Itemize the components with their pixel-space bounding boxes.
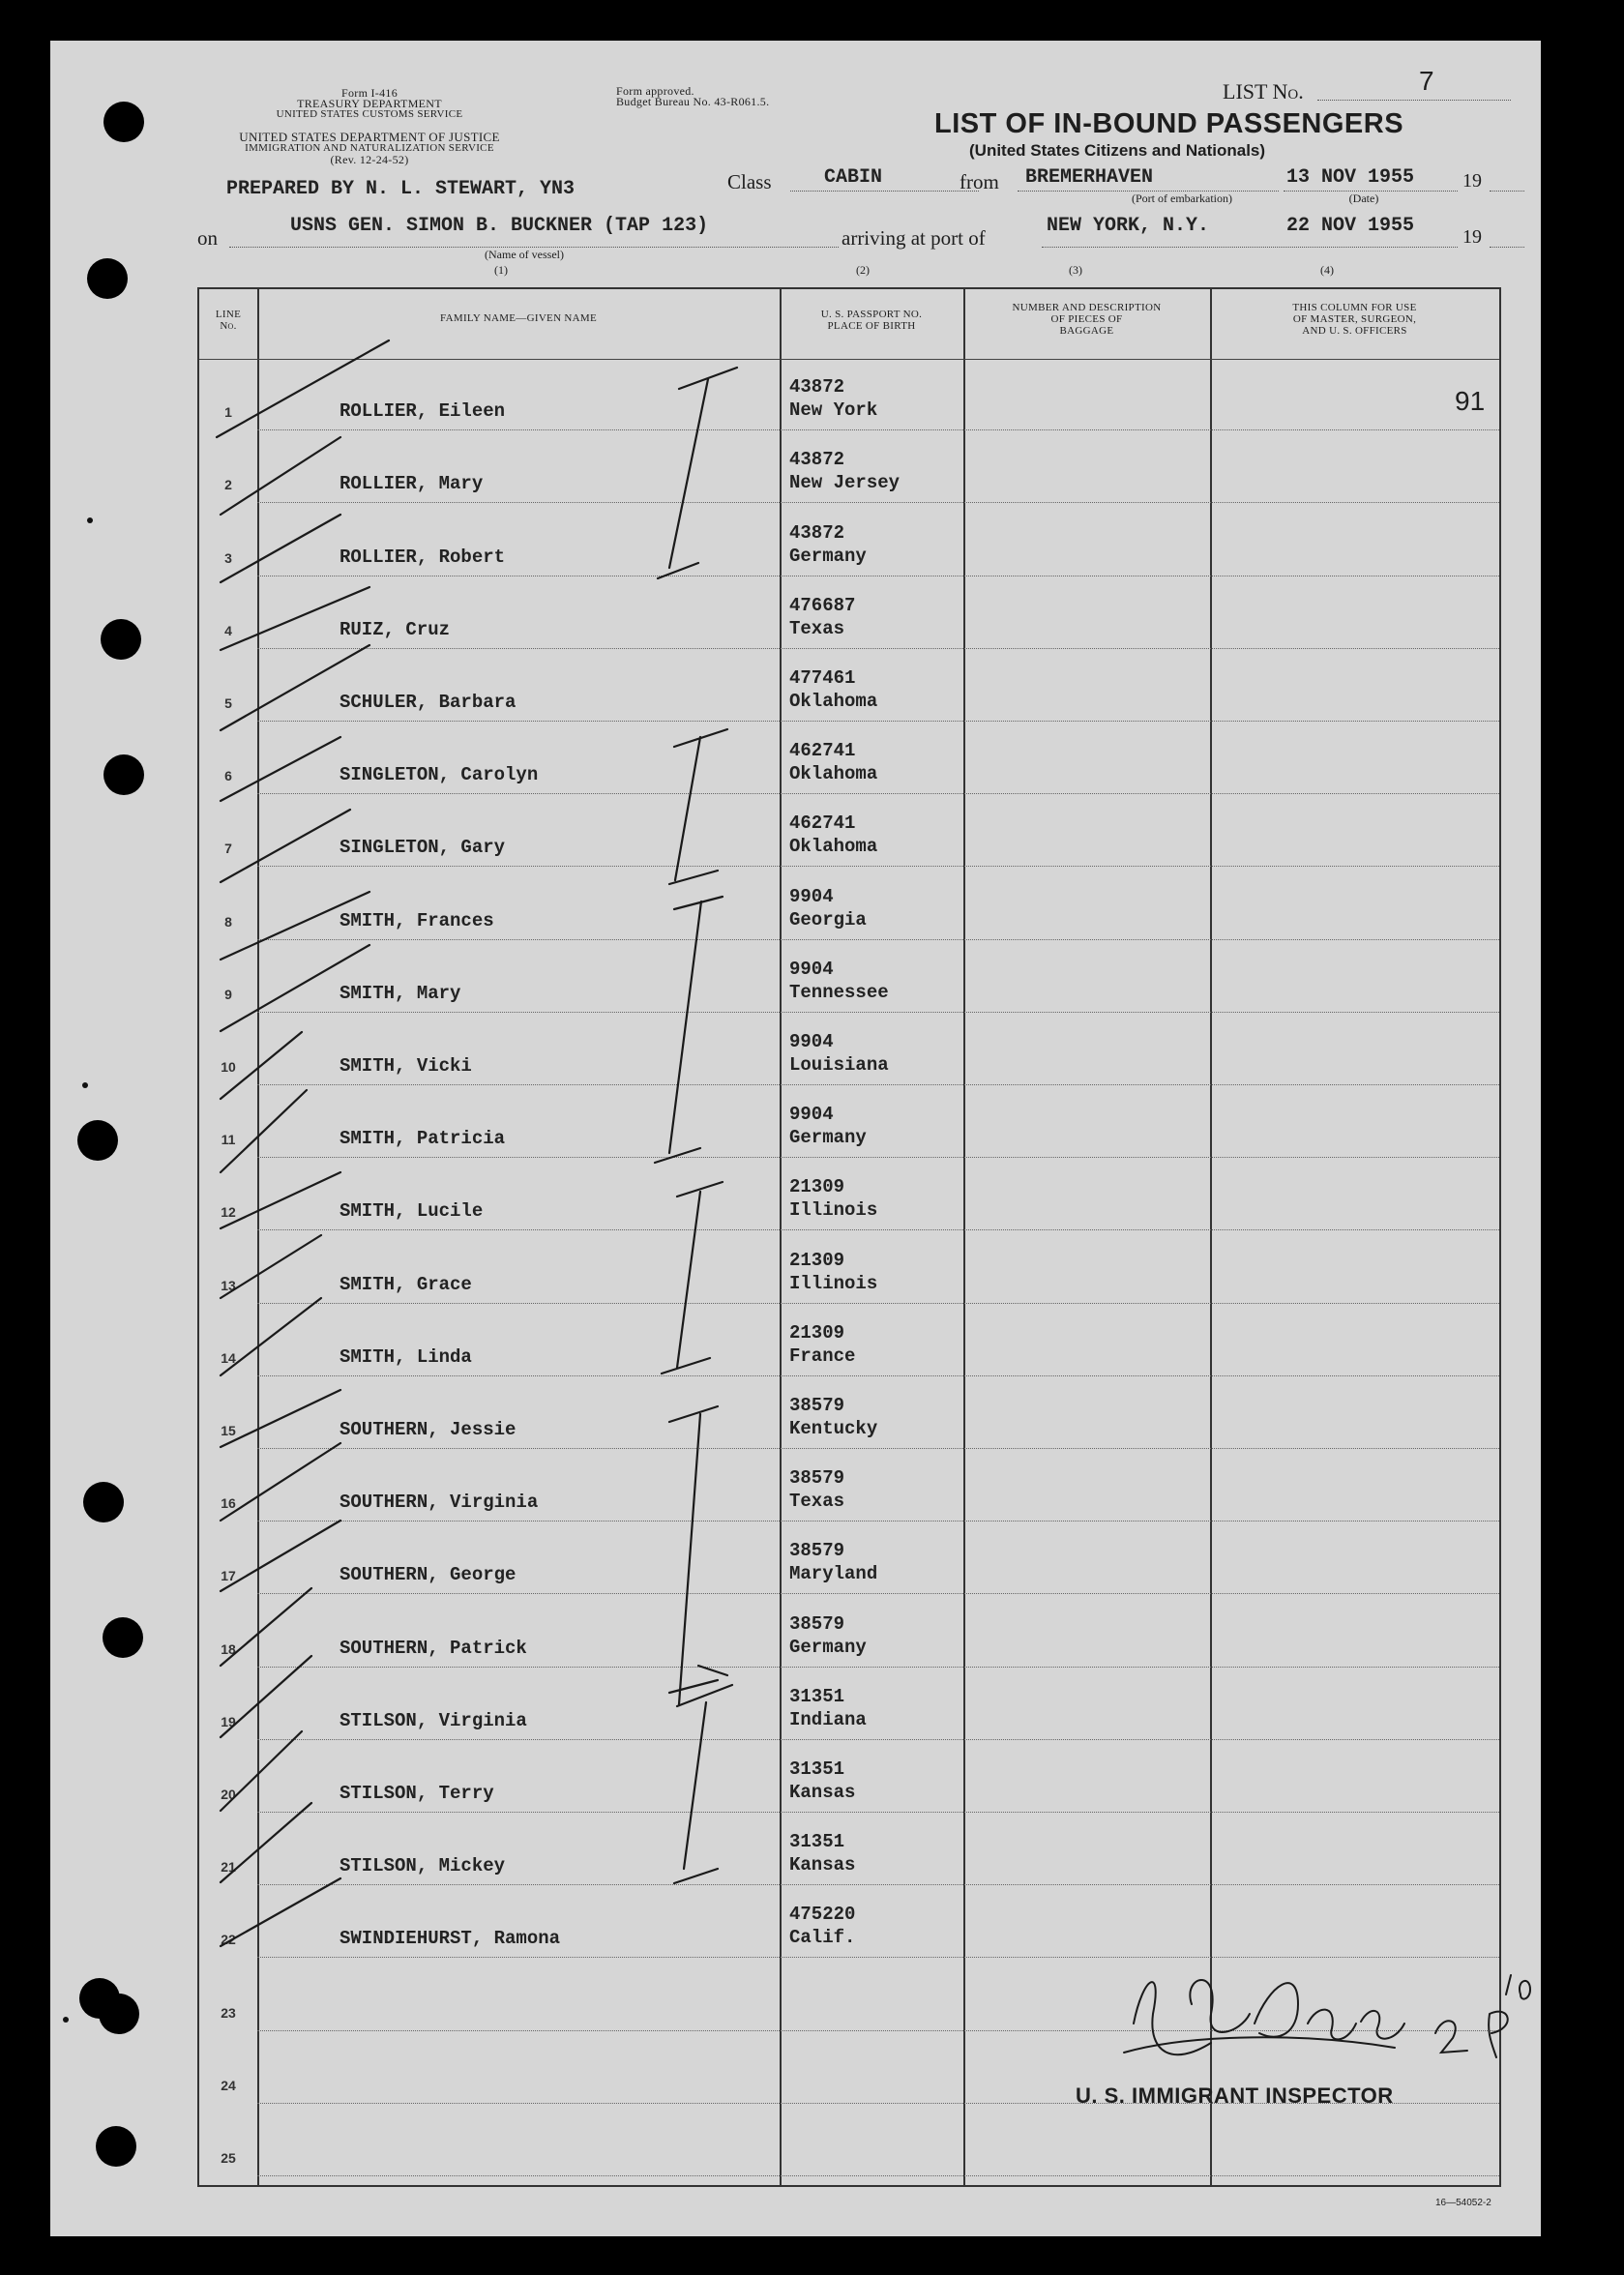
- row-rule: [257, 1157, 1499, 1158]
- passport-cell: [789, 448, 900, 494]
- passenger-name: STILSON, Terry: [340, 1783, 494, 1804]
- passenger-name: SMITH, Lucile: [340, 1200, 484, 1223]
- passport-number: 38579: [789, 1540, 845, 1562]
- passenger-name: SCHULER, Barbara: [340, 692, 517, 713]
- passport-number: 462741: [789, 812, 856, 835]
- port-caption: (Port of embarkation): [1132, 192, 1232, 205]
- passport-cell: [789, 958, 889, 1004]
- line-number: 1: [224, 404, 232, 421]
- line-number: 21: [221, 1859, 236, 1876]
- line-number: 20: [221, 1787, 236, 1802]
- year-field-2: [1490, 247, 1524, 248]
- header-divider: [199, 359, 1499, 360]
- place-of-birth: Texas: [789, 617, 845, 639]
- passport-number: 38579: [789, 1612, 845, 1635]
- line-number: 25: [221, 2150, 236, 2166]
- col-number-1: (1): [494, 263, 508, 277]
- ins-service: IMMIGRATION AND NATURALIZATION SERVICE: [245, 142, 494, 154]
- column-divider: [257, 289, 259, 2185]
- justice-dept: UNITED STATES DEPARTMENT OF JUSTICE: [239, 130, 500, 144]
- passport-number: 462741: [789, 740, 856, 762]
- passenger-name: ROLLIER, Robert: [340, 546, 506, 568]
- officer-note: 91: [1455, 386, 1486, 416]
- binder-hole: [103, 102, 144, 142]
- row-rule: [257, 1957, 1499, 1958]
- revision-date: (Rev. 12-24-52): [330, 153, 409, 166]
- list-number-value: 7: [1419, 66, 1434, 96]
- row-rule: [257, 939, 1499, 940]
- passport-number: 31351: [789, 1831, 845, 1853]
- line-number: 3: [224, 549, 232, 566]
- row-rule: [257, 866, 1499, 867]
- col-number-4: (4): [1320, 263, 1334, 277]
- binder-hole: [99, 1994, 139, 2034]
- line-number: 11: [221, 1132, 236, 1148]
- passport-number: 31351: [789, 1758, 845, 1780]
- passenger-name: SMITH, Patricia: [340, 1128, 506, 1150]
- class-value: CABIN: [824, 166, 883, 189]
- line-number: 2: [224, 477, 232, 493]
- header-line-no: LINE No.: [215, 309, 242, 332]
- row-rule: [257, 1084, 1499, 1085]
- line-number: 8: [224, 913, 232, 930]
- date-caption: (Date): [1348, 192, 1379, 205]
- row-rule: [257, 429, 1499, 430]
- header-baggage: NUMBER AND DESCRIPTION OF PIECES OF BAGGAGE: [1012, 302, 1162, 337]
- place-of-birth: Kentucky: [789, 1418, 878, 1439]
- passport-number: 43872: [789, 449, 845, 471]
- column-divider: [780, 289, 782, 2185]
- row-rule: [257, 2175, 1499, 2176]
- passenger-name: SOUTHERN, George: [340, 1564, 517, 1586]
- passport-number: 38579: [789, 1395, 845, 1416]
- passenger-name: SINGLETON, Gary: [340, 837, 506, 859]
- row-rule: [257, 1303, 1499, 1304]
- list-number-label: LIST No.: [1223, 79, 1304, 103]
- budget-bureau: Budget Bureau No. 43-R061.5.: [616, 95, 770, 108]
- passport-number: 38579: [789, 1467, 845, 1490]
- line-number: 4: [224, 622, 232, 638]
- class-field: [790, 191, 979, 192]
- date1-value: 13 NOV 1955: [1286, 166, 1415, 189]
- passenger-name: SOUTHERN, Patrick: [340, 1637, 527, 1659]
- vessel-caption: (Name of vessel): [485, 248, 564, 261]
- row-rule: [257, 1521, 1499, 1522]
- passenger-name: RUIZ, Cruz: [340, 618, 451, 640]
- place-of-birth: Louisiana: [789, 1054, 889, 1076]
- prepared-by: PREPARED BY N. L. STEWART, YN3: [226, 178, 576, 200]
- line-number: 7: [224, 841, 232, 857]
- line-number: 19: [221, 1713, 236, 1729]
- passport-cell: [789, 739, 877, 785]
- place-of-birth: Oklahoma: [789, 691, 878, 712]
- row-rule: [257, 1667, 1499, 1668]
- passport-number: 31351: [789, 1685, 845, 1707]
- row-rule: [257, 1229, 1499, 1230]
- col-number-3: (3): [1069, 263, 1082, 277]
- binder-hole: [101, 619, 141, 660]
- column-divider: [963, 289, 965, 2185]
- line-number: 23: [221, 2004, 236, 2021]
- place-of-birth: Tennessee: [789, 981, 889, 1003]
- place-of-birth: Georgia: [789, 908, 867, 931]
- passport-number: 9904: [789, 958, 834, 980]
- place-of-birth: Germany: [789, 545, 867, 567]
- place-of-birth: Texas: [789, 1491, 845, 1513]
- place-of-birth: Calif.: [789, 1927, 856, 1949]
- passport-cell: [789, 1249, 877, 1295]
- passport-cell: [789, 1103, 867, 1149]
- passport-number: 21309: [789, 1176, 845, 1198]
- binder-hole: [87, 258, 128, 299]
- passport-cell: [789, 1466, 844, 1513]
- place-of-birth: Kansas: [789, 1782, 856, 1803]
- passport-cell: [789, 1030, 889, 1077]
- paper-speck: [87, 517, 93, 523]
- passport-cell: [789, 594, 855, 640]
- passenger-name: SOUTHERN, Jessie: [340, 1419, 517, 1440]
- place-of-birth: Germany: [789, 1127, 867, 1149]
- line-number: 17: [221, 1568, 236, 1584]
- passport-cell: [789, 521, 867, 568]
- passenger-name: SMITH, Frances: [340, 909, 494, 931]
- year-field: [1490, 191, 1524, 192]
- row-rule: [257, 1884, 1499, 1885]
- line-number: 22: [221, 1932, 236, 1948]
- header-officers: THIS COLUMN FOR USE OF MASTER, SURGEON, AND U. S. OFFICERS: [1292, 302, 1417, 337]
- passport-cell: [789, 1394, 877, 1440]
- column-divider: [1210, 289, 1212, 2185]
- from-value: BREMERHAVEN: [1025, 166, 1154, 189]
- passport-cell: [789, 812, 877, 858]
- header-family-name: FAMILY NAME—GIVEN NAME: [440, 312, 597, 324]
- row-rule: [257, 1448, 1499, 1449]
- passenger-name: SMITH, Grace: [340, 1273, 472, 1295]
- place-of-birth: Illinois: [789, 1272, 878, 1294]
- col-number-2: (2): [856, 263, 870, 277]
- passenger-name: STILSON, Mickey: [340, 1855, 506, 1877]
- row-rule: [257, 721, 1499, 722]
- passenger-name: STILSON, Virginia: [340, 1709, 527, 1731]
- passport-cell: [789, 885, 867, 931]
- passport-number: 9904: [789, 885, 834, 907]
- passport-cell: [789, 1321, 855, 1368]
- binder-hole: [96, 2126, 136, 2167]
- line-number: 13: [221, 1277, 236, 1293]
- passport-number: 9904: [789, 1031, 834, 1052]
- date2-value: 22 NOV 1955: [1286, 215, 1415, 237]
- place-of-birth: France: [789, 1344, 856, 1367]
- line-number: 18: [221, 1640, 236, 1657]
- passport-cell: [789, 1175, 877, 1222]
- binder-hole: [103, 754, 144, 795]
- passenger-name: SINGLETON, Carolyn: [340, 764, 539, 786]
- place-of-birth: Indiana: [789, 1708, 867, 1730]
- year-suffix: 19: [1462, 170, 1482, 192]
- passenger-name: ROLLIER, Mary: [340, 473, 484, 495]
- line-number: 24: [221, 2077, 236, 2093]
- passport-number: 476687: [789, 594, 856, 616]
- row-rule: [257, 1812, 1499, 1813]
- header-passport: U. S. PASSPORT NO. PLACE OF BIRTH: [820, 309, 923, 332]
- row-rule: [257, 1012, 1499, 1013]
- passport-cell: [789, 1612, 867, 1659]
- arriving-label: arriving at port of: [842, 226, 986, 250]
- place-of-birth: Kansas: [789, 1854, 856, 1876]
- form-number: Form I-416: [341, 86, 398, 100]
- binder-hole: [103, 1617, 143, 1658]
- passport-number: 9904: [789, 1104, 834, 1126]
- passport-number: 475220: [789, 1904, 856, 1926]
- passenger-table: [197, 287, 1501, 2187]
- line-number: 14: [221, 1349, 236, 1366]
- row-rule: [257, 793, 1499, 794]
- place-of-birth: Oklahoma: [789, 763, 878, 785]
- inspector-caption: U. S. IMMIGRANT INSPECTOR: [1076, 2083, 1394, 2108]
- passport-cell: [789, 1903, 855, 1949]
- binder-hole: [77, 1120, 118, 1161]
- row-rule: [257, 2030, 1499, 2031]
- vessel-value: USNS GEN. SIMON B. BUCKNER (TAP 123): [290, 215, 709, 237]
- form-title: LIST OF IN-BOUND PASSENGERS: [934, 108, 1404, 139]
- line-number: 9: [224, 986, 232, 1002]
- passport-cell: [789, 375, 877, 422]
- class-label: Class: [727, 170, 772, 193]
- on-label: on: [197, 226, 218, 250]
- passenger-name: SMITH, Vicki: [340, 1055, 472, 1077]
- passport-cell: [789, 1539, 877, 1585]
- passport-number: 21309: [789, 1249, 845, 1271]
- passport-cell: [789, 1830, 855, 1876]
- row-rule: [257, 1593, 1499, 1594]
- footer-code: 16—54052-2: [1435, 2198, 1491, 2208]
- line-number: 5: [224, 695, 232, 711]
- row-rule: [257, 502, 1499, 503]
- passenger-name: SOUTHERN, Virginia: [340, 1492, 539, 1514]
- form-subtitle: (United States Citizens and Nationals): [969, 141, 1266, 160]
- arrival-port-field: [1042, 247, 1458, 248]
- list-number-field: [1317, 99, 1511, 101]
- paper-speck: [63, 2017, 69, 2023]
- line-number: 12: [221, 1204, 236, 1221]
- row-rule: [257, 1739, 1499, 1740]
- passenger-name: SMITH, Mary: [340, 982, 461, 1004]
- passport-cell: [789, 1758, 855, 1804]
- passport-cell: [789, 666, 877, 713]
- year-suffix-2: 19: [1462, 226, 1482, 248]
- arrival-port-value: NEW YORK, N.Y.: [1047, 215, 1210, 237]
- passport-cell: [789, 1685, 867, 1731]
- passport-number: 43872: [789, 521, 845, 544]
- passenger-name: SMITH, Linda: [340, 1345, 472, 1368]
- passport-number: 43872: [789, 376, 845, 399]
- line-number: 15: [221, 1423, 236, 1438]
- place-of-birth: Oklahoma: [789, 836, 878, 858]
- binder-hole: [83, 1482, 124, 1522]
- row-rule: [257, 648, 1499, 649]
- treasury-dept: TREASURY DEPARTMENT: [297, 97, 442, 110]
- place-of-birth: New Jersey: [789, 472, 901, 494]
- from-label: from: [960, 170, 999, 193]
- place-of-birth: Maryland: [789, 1563, 878, 1585]
- line-number: 16: [221, 1495, 236, 1512]
- row-rule: [257, 1375, 1499, 1376]
- passport-number: 21309: [789, 1321, 845, 1344]
- place-of-birth: New York: [789, 399, 878, 422]
- passenger-name: ROLLIER, Eileen: [340, 400, 506, 423]
- place-of-birth: Illinois: [789, 1199, 878, 1222]
- paper-speck: [82, 1082, 88, 1088]
- passenger-manifest-sheet: [50, 41, 1541, 2236]
- line-number: 10: [221, 1059, 236, 1075]
- passenger-name: SWINDIEHURST, Ramona: [340, 1928, 561, 1950]
- passport-number: 477461: [789, 667, 856, 689]
- form-approved: Form approved.: [616, 84, 694, 98]
- place-of-birth: Germany: [789, 1636, 867, 1658]
- customs-service: UNITED STATES CUSTOMS SERVICE: [276, 108, 463, 120]
- line-number: 6: [224, 768, 232, 784]
